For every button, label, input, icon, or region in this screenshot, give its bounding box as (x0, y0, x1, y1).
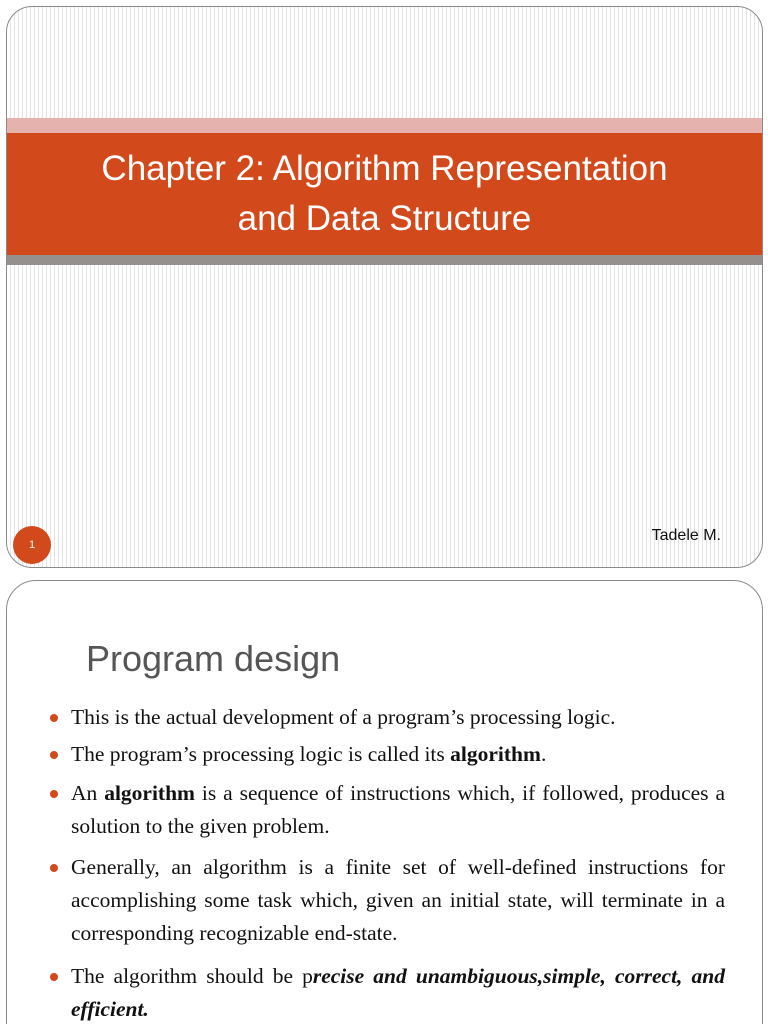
bullet-list (47, 701, 725, 1024)
bullet-text: An (71, 781, 105, 805)
slide-title (35, 144, 735, 244)
slide-title-line-1: Chapter 2: Algorithm Representation (101, 149, 668, 188)
bullet-text: The program’s processing logic is called its (71, 742, 451, 766)
bullet-item (47, 701, 725, 734)
bullet-dot-icon (50, 973, 58, 981)
title-band-highlight (7, 118, 762, 133)
bullet-text-end: . (540, 742, 547, 766)
bullet-text: The algorithm should be p (71, 964, 313, 988)
bullet-item (47, 777, 725, 843)
slide-heading: Program design (86, 638, 341, 679)
title-band (7, 133, 762, 255)
content-slide (6, 580, 763, 1024)
bullet-text-end: is a sequence of instructions which, if followed, produces a solution to the given problem. (71, 781, 725, 838)
page-number-badge: 1 (13, 526, 51, 564)
bullet-bold-term: algorithm (104, 781, 195, 805)
title-slide (6, 6, 763, 568)
slide-title-line-2: and Data Structure (237, 199, 532, 238)
bullet-dot-icon (50, 714, 58, 722)
bullet-item (47, 738, 725, 771)
bullet-bold-term: algorithm (450, 742, 541, 766)
bullet-text: Generally, an algorithm is a finite set of well-defined instructions for accomplishing some task which, given an initial state, will terminate in a corresponding recognizable end-state. (71, 855, 725, 945)
bullet-dot-icon (50, 751, 58, 759)
bullet-emphasis: recise and unambiguous,simple, correct, and efficient. (71, 964, 725, 1021)
author-name: Tadele M. (651, 527, 721, 544)
bullet-dot-icon (50, 864, 58, 872)
bullet-item (47, 851, 725, 950)
title-band-shadow (7, 255, 762, 265)
bullet-item (47, 960, 725, 1024)
bullet-dot-icon (50, 790, 58, 798)
bullet-text: This is the actual development of a program’s processing logic. (71, 705, 616, 729)
